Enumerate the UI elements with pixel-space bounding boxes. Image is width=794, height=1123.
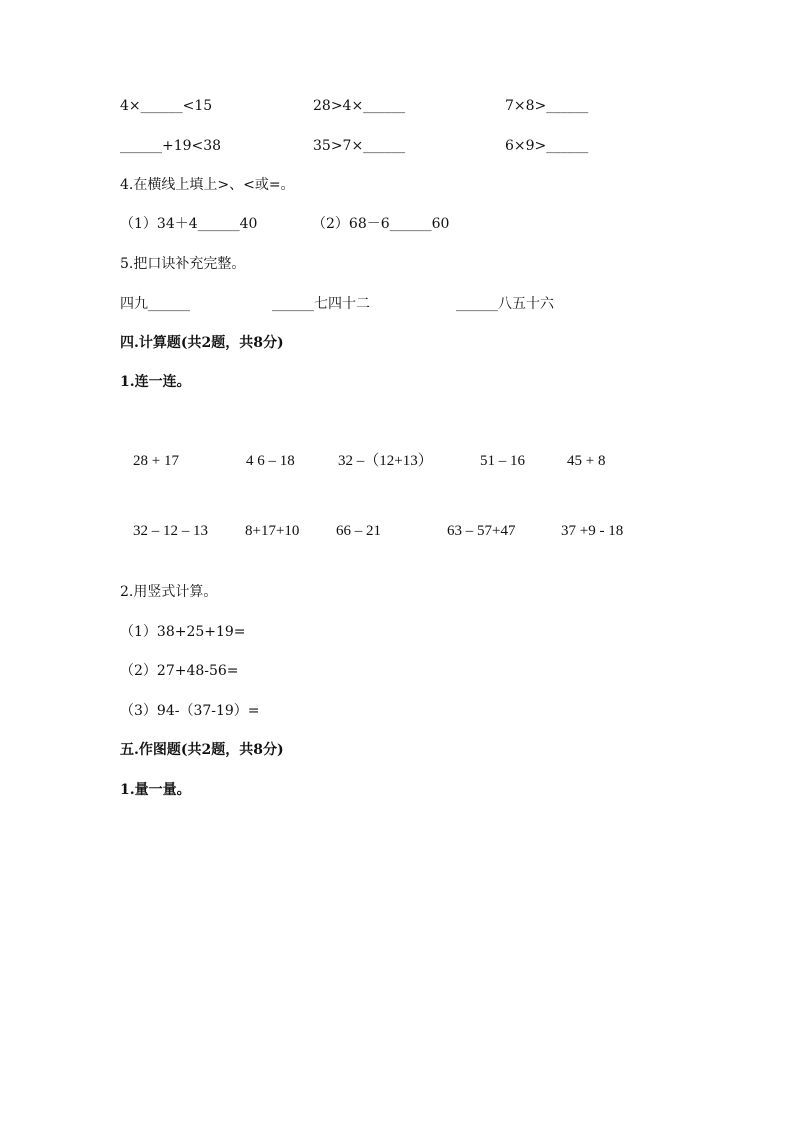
- vertical-calc-item: （1）38+25+19=: [120, 624, 246, 640]
- connect-expression: 45 + 8: [567, 453, 606, 469]
- compare-item: 6×9>______: [505, 138, 589, 154]
- connect-expression: 37 +9 - 18: [561, 523, 624, 539]
- connect-expression: 66 – 21: [336, 523, 381, 539]
- question-5-item: ______八五十六: [456, 296, 554, 312]
- question-4-item: （2）68－6______60: [312, 216, 450, 232]
- connect-expression: 51 – 16: [480, 453, 525, 469]
- question-4-title: 4.在横线上填上>、<或=。: [120, 177, 295, 193]
- section-4-title: 四.计算题(共2题，共8分): [120, 335, 284, 351]
- connect-expression: 32 – 12 – 13: [133, 523, 208, 539]
- connect-expression: 4 6 – 18: [246, 453, 295, 469]
- section-5-question-1-title: 1.量一量。: [120, 782, 191, 798]
- question-5-item: 四九______: [120, 296, 190, 312]
- compare-item: 35>7×______: [313, 138, 406, 154]
- compare-item: 28>4×______: [313, 98, 406, 114]
- section-4-question-2-title: 2.用竖式计算。: [120, 584, 218, 600]
- section-4-question-1-title: 1.连一连。: [120, 374, 191, 390]
- vertical-calc-item: （3）94-（37-19）=: [120, 703, 260, 719]
- question-5-item: ______七四十二: [272, 296, 370, 312]
- connect-expression: 32 –（12+13）: [338, 453, 433, 469]
- compare-item: ______+19<38: [120, 138, 222, 154]
- section-5-title: 五.作图题(共2题，共8分): [120, 742, 284, 758]
- connect-expression: 28 + 17: [133, 453, 179, 469]
- connect-expression: 63 – 57+47: [447, 523, 516, 539]
- question-5-title: 5.把口诀补充完整。: [120, 256, 246, 272]
- question-4-item: （1）34＋4______40: [120, 216, 258, 232]
- compare-item: 4×______<15: [120, 98, 213, 114]
- connect-expression: 8+17+10: [245, 523, 300, 539]
- vertical-calc-item: （2）27+48-56=: [120, 663, 239, 679]
- compare-item: 7×8>______: [505, 98, 589, 114]
